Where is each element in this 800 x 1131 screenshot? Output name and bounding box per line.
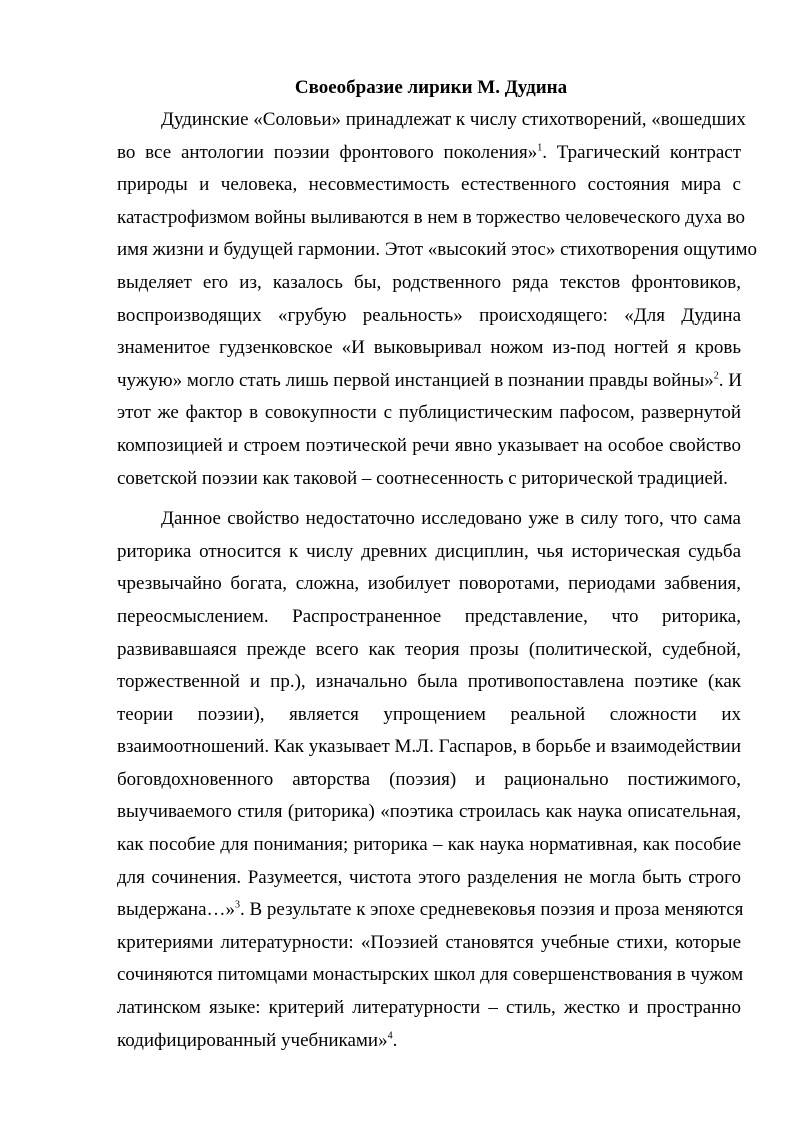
text-line: советской поэзии как таковой – соотнесенность с риторической традицией. (117, 467, 728, 489)
text-line: сочиняются питомцами монастырских школ для совершенствования в чужом (117, 964, 744, 986)
text-line: знаменитое гудзенковское «И выковыривал ножом из-под ногтей я кровь (117, 337, 741, 359)
text-line: взаимоотношений. Как указывает М.Л. Гаспаров, в борьбе и взаимодействии (117, 736, 741, 758)
text-line: выделяет его из, казалось бы, родственного ряда текстов фронтовиков, (117, 271, 741, 293)
footnote-ref[interactable]: 1 (537, 142, 543, 154)
text-line: как пособие для понимания; риторика – как наука нормативная, как пособие (117, 834, 741, 856)
footnote-ref[interactable]: 3 (235, 899, 240, 911)
text-line: катастрофизмом войны выливаются в нем в торжество человеческого духа во (117, 206, 746, 228)
text-line: этот же фактор в совокупности с публицистическим пафосом, развернутой (117, 402, 741, 424)
text-line: Данное свойство недостаточно исследовано уже в силу того, что сама (161, 508, 741, 530)
text-line: природы и человека, несовместимость естественного состояния мира с (117, 174, 741, 196)
text-line: торжественной и пр.), изначально была противопоставлена поэтике (как (117, 671, 741, 693)
footnote-ref[interactable]: 4 (387, 1030, 393, 1042)
text-line: воспроизводящих «грубую реальность» происходящего: «Для Дудина (117, 304, 741, 326)
text-line: выдержана…»$^3$. В результате к эпохе средневековья поэзия и проза меняются (117, 899, 744, 921)
paragraph-2 (117, 503, 744, 1057)
text-line: чрезвычайно богата, сложна, изобилует поворотами, периодами забвения, (117, 573, 741, 595)
text-line: боговдохновенного авторства (поэзия) и рационально постижимого, (117, 768, 741, 790)
text-line: кодифицированный учебниками»$^4$. (117, 1029, 398, 1051)
text-line: имя жизни и будущей гармонии. Этот «высокий этос» стихотворения ощутимо (117, 239, 758, 261)
page-title: Своеобразие лирики М. Дудина (294, 77, 568, 98)
text-line: во все антологии поэзии фронтового поколения»$^1$. Трагический контраст (117, 141, 741, 163)
text-line: переосмыслением. Распространенное представление, что риторика, (117, 605, 741, 627)
text-line: критериями литературности: «Поэзией становятся учебные стихи, которые (117, 931, 741, 953)
text-line: латинском языке: критерий литературности – стиль, жестко и пространно (117, 997, 741, 1019)
text-line: развивавшаяся прежде всего как теория прозы (политической, судебной, (117, 638, 741, 660)
paragraph-1 (117, 104, 758, 495)
text-line: чужую» могло стать лишь первой инстанцией в познании правды войны»$^2$. И (117, 369, 742, 391)
text-line: композицией и строем поэтической речи явно указывает на особое свойство (117, 434, 741, 456)
text-line: для сочинения. Разумеется, чистота этого разделения не могла быть строго (117, 866, 741, 888)
text-line: теории поэзии), является упрощением реальной сложности их (117, 703, 741, 725)
footnote-ref[interactable]: 2 (713, 370, 719, 382)
body-text (117, 104, 758, 1057)
text-line: Дудинские «Соловьи» принадлежат к числу стихотворений, «вошедших (161, 109, 746, 130)
text-line: риторика относится к числу древних дисциплин, чья историческая судьба (117, 540, 741, 562)
text-line: выучиваемого стиля (риторика) «поэтика строилась как наука описательная, (117, 801, 741, 823)
